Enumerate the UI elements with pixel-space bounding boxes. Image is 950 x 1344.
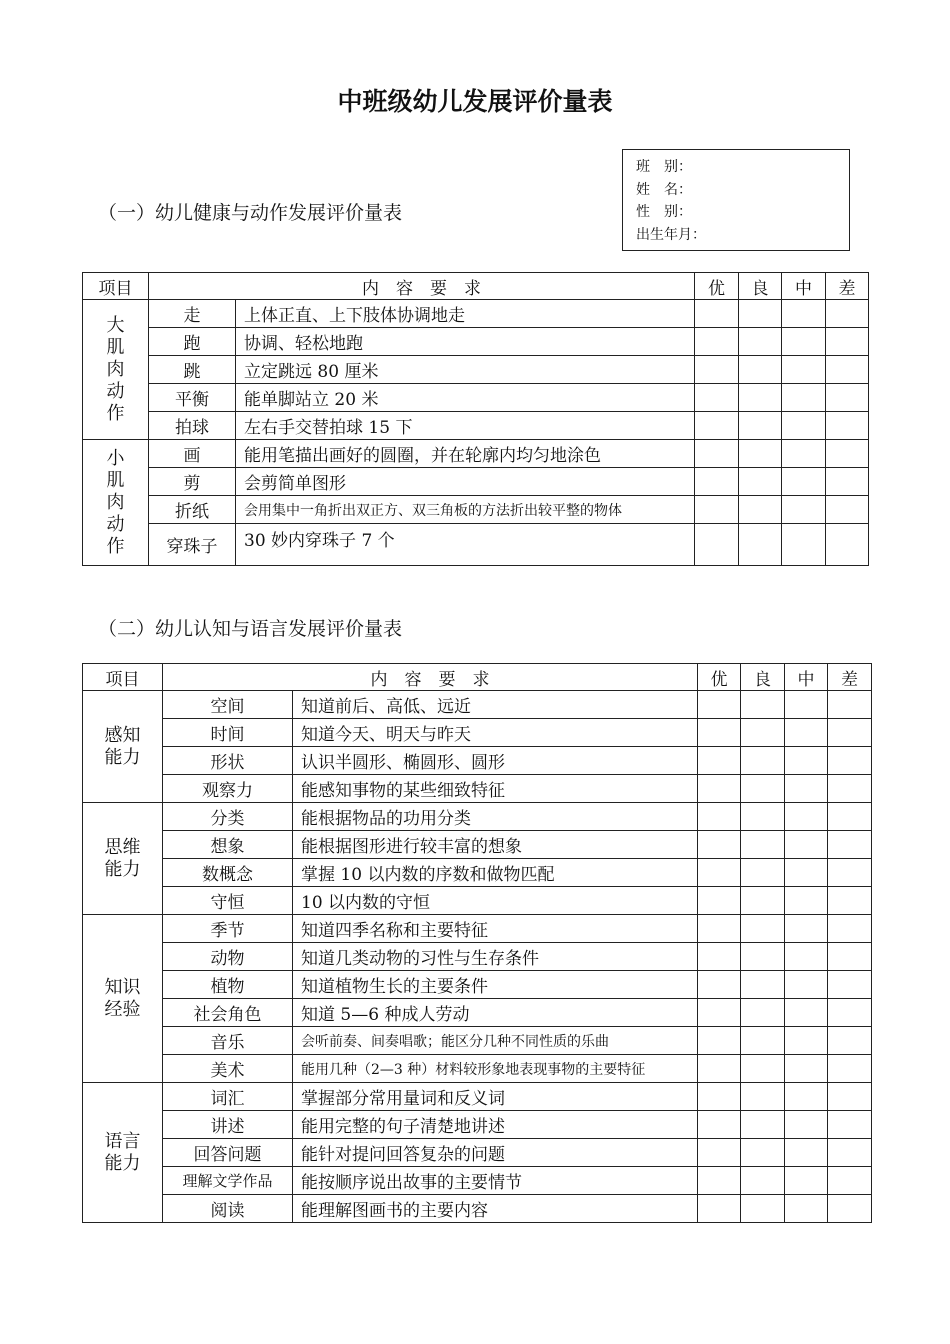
grade-cell[interactable]: [741, 1139, 785, 1167]
grade-cell[interactable]: [785, 719, 828, 747]
table-row: [83, 747, 872, 775]
group-label: 思维能力: [83, 803, 163, 915]
grade-cell[interactable]: [698, 1195, 741, 1223]
header-content: 内 容 要 求: [163, 664, 698, 691]
header-grade-poor: 差: [826, 273, 869, 300]
table-row: [83, 803, 872, 831]
grade-cell[interactable]: [698, 1139, 741, 1167]
grade-cell[interactable]: [785, 1167, 828, 1195]
item-cell: 走: [149, 300, 236, 328]
item-cell: 观察力: [163, 775, 293, 803]
header-item: 项目: [83, 273, 149, 300]
requirement-cell: 掌握 10 以内数的序数和做物匹配: [293, 859, 698, 887]
table-row: [83, 1111, 872, 1139]
header-grade-good: 良: [741, 664, 785, 691]
requirement-cell: 能根据物品的功用分类: [293, 803, 698, 831]
grade-cell[interactable]: [785, 999, 828, 1027]
item-cell: 动物: [163, 943, 293, 971]
table-row: [83, 384, 869, 412]
table-row: [83, 328, 869, 356]
item-cell: 时间: [163, 719, 293, 747]
grade-cell[interactable]: [698, 971, 741, 999]
table-row: [83, 524, 869, 566]
item-cell: 平衡: [149, 384, 236, 412]
grade-cell[interactable]: [782, 356, 826, 384]
grade-cell[interactable]: [782, 440, 826, 468]
grade-cell[interactable]: [785, 971, 828, 999]
requirement-cell: 能理解图画书的主要内容: [293, 1195, 698, 1223]
grade-cell[interactable]: [826, 328, 869, 356]
student-info-box: [622, 149, 850, 251]
table-row: [83, 1167, 872, 1195]
table-row: [83, 1195, 872, 1223]
item-cell: 画: [149, 440, 236, 468]
grade-cell[interactable]: [739, 496, 782, 524]
requirement-cell: 10 以内数的守恒: [293, 887, 698, 915]
requirement-cell: 知道 5—6 种成人劳动: [293, 999, 698, 1027]
group-label: 感知能力: [83, 691, 163, 803]
grade-cell[interactable]: [785, 747, 828, 775]
requirement-cell: 能单脚站立 20 米: [236, 384, 695, 412]
item-cell: 植物: [163, 971, 293, 999]
grade-cell[interactable]: [785, 1111, 828, 1139]
item-cell: 回答问题: [163, 1139, 293, 1167]
item-cell: 形状: [163, 747, 293, 775]
group-label: 大肌肉动作: [83, 300, 149, 440]
grade-cell[interactable]: [785, 887, 828, 915]
grade-cell[interactable]: [695, 384, 739, 412]
grade-cell[interactable]: [695, 440, 739, 468]
table-row: [83, 691, 872, 719]
grade-cell[interactable]: [741, 747, 785, 775]
header-grade-excellent: 优: [698, 664, 741, 691]
requirement-cell: 知道植物生长的主要条件: [293, 971, 698, 999]
grade-cell[interactable]: [741, 803, 785, 831]
grade-cell[interactable]: [828, 719, 872, 747]
table-row: [83, 300, 869, 328]
item-cell: 拍球: [149, 412, 236, 440]
grade-cell[interactable]: [698, 775, 741, 803]
requirement-cell: 能用笔描出画好的圆圈，并在轮廓内均匀地涂色: [236, 440, 695, 468]
item-cell: 守恒: [163, 887, 293, 915]
section2-heading: （二）幼儿认知与语言发展评价量表: [98, 618, 403, 640]
grade-cell[interactable]: [828, 1027, 872, 1055]
grade-cell[interactable]: [826, 496, 869, 524]
cognition-language-table: [82, 663, 872, 1223]
item-cell: 社会角色: [163, 999, 293, 1027]
info-birth: 出生年月：: [636, 226, 706, 243]
requirement-cell: 协调、轻松地跑: [236, 328, 695, 356]
grade-cell[interactable]: [826, 440, 869, 468]
grade-cell[interactable]: [785, 1027, 828, 1055]
grade-cell[interactable]: [826, 300, 869, 328]
grade-cell[interactable]: [828, 831, 872, 859]
grade-cell[interactable]: [741, 971, 785, 999]
requirement-cell: 认识半圆形、椭圆形、圆形: [293, 747, 698, 775]
grade-cell[interactable]: [698, 831, 741, 859]
grade-cell[interactable]: [826, 524, 869, 566]
grade-cell[interactable]: [695, 300, 739, 328]
item-cell: 分类: [163, 803, 293, 831]
grade-cell[interactable]: [695, 524, 739, 566]
grade-cell[interactable]: [741, 691, 785, 719]
requirement-cell: 能用几种（2—3 种）材料较形象地表现事物的主要特征: [293, 1055, 698, 1083]
grade-cell[interactable]: [828, 859, 872, 887]
table-row: [83, 468, 869, 496]
grade-cell[interactable]: [826, 356, 869, 384]
info-name: 姓 名：: [636, 181, 692, 198]
table-header-row: [83, 664, 872, 691]
table-row: [83, 1027, 872, 1055]
grade-cell[interactable]: [741, 831, 785, 859]
table-row: [83, 915, 872, 943]
grade-cell[interactable]: [785, 775, 828, 803]
grade-cell[interactable]: [785, 1195, 828, 1223]
grade-cell[interactable]: [698, 887, 741, 915]
requirement-cell: 会听前奏、间奏唱歌；能区分几种不同性质的乐曲: [293, 1027, 698, 1055]
grade-cell[interactable]: [695, 356, 739, 384]
grade-cell[interactable]: [739, 356, 782, 384]
grade-cell[interactable]: [782, 412, 826, 440]
grade-cell[interactable]: [785, 915, 828, 943]
grade-cell[interactable]: [698, 859, 741, 887]
grade-cell[interactable]: [739, 328, 782, 356]
table-row: [83, 971, 872, 999]
grade-cell[interactable]: [782, 384, 826, 412]
table-row: [83, 1055, 872, 1083]
header-grade-medium: 中: [782, 273, 826, 300]
grade-cell[interactable]: [698, 1055, 741, 1083]
grade-cell[interactable]: [782, 468, 826, 496]
requirement-cell: 能用完整的句子清楚地讲述: [293, 1111, 698, 1139]
table-row: [83, 831, 872, 859]
grade-cell[interactable]: [698, 691, 741, 719]
item-cell: 阅读: [163, 1195, 293, 1223]
grade-cell[interactable]: [785, 943, 828, 971]
grade-cell[interactable]: [826, 384, 869, 412]
grade-cell[interactable]: [785, 1083, 828, 1111]
requirement-cell: 知道今天、明天与昨天: [293, 719, 698, 747]
grade-cell[interactable]: [741, 1083, 785, 1111]
grade-cell[interactable]: [828, 1195, 872, 1223]
requirement-cell: 立定跳远 80 厘米: [236, 356, 695, 384]
header-content: 内 容 要 求: [149, 273, 695, 300]
grade-cell[interactable]: [785, 691, 828, 719]
grade-cell[interactable]: [698, 1111, 741, 1139]
grade-cell[interactable]: [741, 719, 785, 747]
table-row: [83, 859, 872, 887]
grade-cell[interactable]: [741, 775, 785, 803]
grade-cell[interactable]: [695, 328, 739, 356]
header-grade-excellent: 优: [695, 273, 739, 300]
requirement-cell: 能针对提问回答复杂的问题: [293, 1139, 698, 1167]
grade-cell[interactable]: [828, 1111, 872, 1139]
grade-cell[interactable]: [826, 412, 869, 440]
grade-cell[interactable]: [741, 1027, 785, 1055]
requirement-cell: 左右手交替拍球 15 下: [236, 412, 695, 440]
grade-cell[interactable]: [698, 803, 741, 831]
health-motor-table: [82, 272, 869, 566]
group-label: 小肌肉动作: [83, 440, 149, 566]
table-row: [83, 943, 872, 971]
info-gender: 性 别：: [636, 204, 692, 220]
table-row: [83, 440, 869, 468]
grade-cell[interactable]: [739, 440, 782, 468]
table-row: [83, 1139, 872, 1167]
requirement-cell: 会用集中一角折出双正方、双三角板的方法折出较平整的物体: [236, 496, 695, 524]
table-row: [83, 412, 869, 440]
grade-cell[interactable]: [698, 1083, 741, 1111]
grade-cell[interactable]: [741, 1111, 785, 1139]
table-header-row: [83, 273, 869, 300]
grade-cell[interactable]: [698, 999, 741, 1027]
group-label: 语言能力: [83, 1083, 163, 1223]
item-cell: 数概念: [163, 859, 293, 887]
table-row: [83, 775, 872, 803]
item-cell: 跳: [149, 356, 236, 384]
grade-cell[interactable]: [828, 803, 872, 831]
requirement-cell: 能感知事物的某些细致特征: [293, 775, 698, 803]
info-class: 班 别：: [636, 159, 692, 175]
requirement-cell: 能按顺序说出故事的主要情节: [293, 1167, 698, 1195]
item-cell: 音乐: [163, 1027, 293, 1055]
header-grade-medium: 中: [785, 664, 828, 691]
grade-cell[interactable]: [698, 719, 741, 747]
grade-cell[interactable]: [785, 1055, 828, 1083]
grade-cell[interactable]: [785, 803, 828, 831]
grade-cell[interactable]: [741, 1195, 785, 1223]
grade-cell[interactable]: [828, 999, 872, 1027]
grade-cell[interactable]: [741, 1055, 785, 1083]
grade-cell[interactable]: [695, 412, 739, 440]
grade-cell[interactable]: [828, 1083, 872, 1111]
table-row: [83, 887, 872, 915]
header-grade-poor: 差: [828, 664, 872, 691]
table-row: [83, 1083, 872, 1111]
item-cell: 讲述: [163, 1111, 293, 1139]
group-label: 知识经验: [83, 915, 163, 1083]
grade-cell[interactable]: [828, 1167, 872, 1195]
grade-cell[interactable]: [828, 691, 872, 719]
grade-cell[interactable]: [739, 300, 782, 328]
header-item: 项目: [83, 664, 163, 691]
section1-heading: （一）幼儿健康与动作发展评价量表: [98, 202, 403, 224]
grade-cell[interactable]: [828, 943, 872, 971]
grade-cell[interactable]: [828, 915, 872, 943]
grade-cell[interactable]: [739, 384, 782, 412]
requirement-cell: 知道几类动物的习性与生存条件: [293, 943, 698, 971]
grade-cell[interactable]: [741, 943, 785, 971]
grade-cell[interactable]: [739, 524, 782, 566]
grade-cell[interactable]: [698, 747, 741, 775]
requirement-cell: 上体正直、上下肢体协调地走: [236, 300, 695, 328]
grade-cell[interactable]: [828, 887, 872, 915]
grade-cell[interactable]: [828, 971, 872, 999]
requirement-cell: 掌握部分常用量词和反义词: [293, 1083, 698, 1111]
header-grade-good: 良: [739, 273, 782, 300]
grade-cell[interactable]: [741, 859, 785, 887]
grade-cell[interactable]: [695, 468, 739, 496]
grade-cell[interactable]: [695, 496, 739, 524]
grade-cell[interactable]: [741, 999, 785, 1027]
requirement-cell: 会剪简单图形: [236, 468, 695, 496]
grade-cell[interactable]: [826, 468, 869, 496]
item-cell: 想象: [163, 831, 293, 859]
grade-cell[interactable]: [828, 1139, 872, 1167]
grade-cell[interactable]: [782, 300, 826, 328]
table-row: [83, 496, 869, 524]
grade-cell[interactable]: [785, 859, 828, 887]
item-cell: 空间: [163, 691, 293, 719]
grade-cell[interactable]: [698, 1167, 741, 1195]
grade-cell[interactable]: [782, 328, 826, 356]
grade-cell[interactable]: [828, 1055, 872, 1083]
item-cell: 理解文学作品: [163, 1167, 293, 1195]
grade-cell[interactable]: [741, 887, 785, 915]
table-row: [83, 719, 872, 747]
page-title: 中班级幼儿发展评价量表: [337, 87, 613, 116]
item-cell: 季节: [163, 915, 293, 943]
requirement-cell: 30 妙内穿珠子 7 个: [236, 524, 695, 566]
item-cell: 折纸: [149, 496, 236, 524]
grade-cell[interactable]: [741, 915, 785, 943]
table-row: [83, 999, 872, 1027]
grade-cell[interactable]: [741, 1167, 785, 1195]
item-cell: 美术: [163, 1055, 293, 1083]
grade-cell[interactable]: [785, 1139, 828, 1167]
grade-cell[interactable]: [739, 468, 782, 496]
grade-cell[interactable]: [828, 747, 872, 775]
grade-cell[interactable]: [785, 831, 828, 859]
requirement-cell: 知道四季名称和主要特征: [293, 915, 698, 943]
grade-cell[interactable]: [698, 915, 741, 943]
item-cell: 跑: [149, 328, 236, 356]
grade-cell[interactable]: [782, 496, 826, 524]
item-cell: 穿珠子: [149, 524, 236, 566]
requirement-cell: 知道前后、高低、远近: [293, 691, 698, 719]
requirement-cell: 能根据图形进行较丰富的想象: [293, 831, 698, 859]
grade-cell[interactable]: [739, 412, 782, 440]
item-cell: 词汇: [163, 1083, 293, 1111]
item-cell: 剪: [149, 468, 236, 496]
grade-cell[interactable]: [698, 1027, 741, 1055]
grade-cell[interactable]: [698, 943, 741, 971]
grade-cell[interactable]: [828, 775, 872, 803]
grade-cell[interactable]: [782, 524, 826, 566]
table-row: [83, 356, 869, 384]
